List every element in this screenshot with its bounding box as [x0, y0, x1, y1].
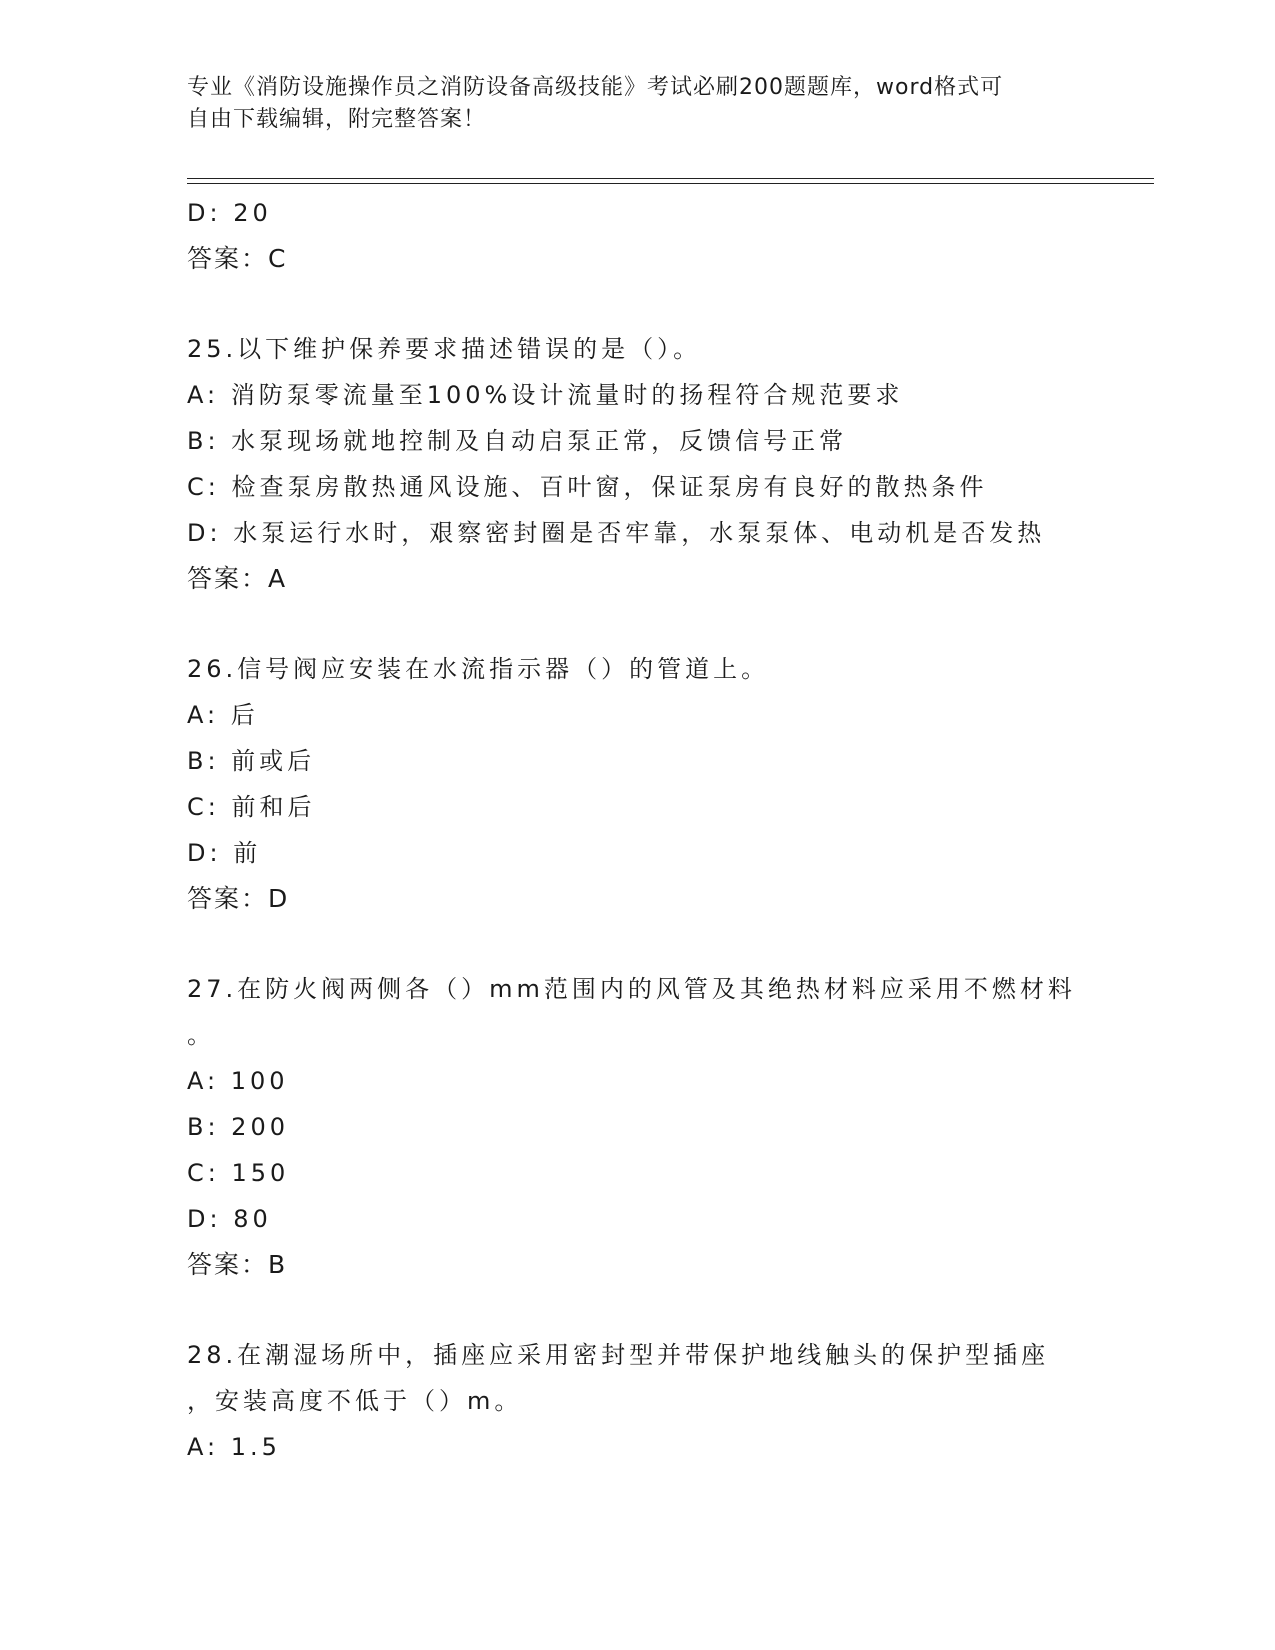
- option-c: C: 150: [187, 1159, 290, 1187]
- answer-line: 答案：C: [187, 244, 288, 273]
- question-block-28: [187, 1332, 1087, 1470]
- option-d: D: 前: [187, 839, 262, 867]
- question-block-25: [187, 326, 1087, 602]
- question-block-26: [187, 646, 1087, 922]
- question-text-line-1: 28.在潮湿场所中，插座应采用密封型并带保护地线触头的保护型插座: [187, 1341, 1050, 1369]
- header-divider-bottom: [187, 183, 1154, 184]
- question-text: 26.信号阀应安装在水流指示器（）的管道上。: [187, 655, 770, 683]
- answer-line: 答案：B: [187, 1250, 288, 1279]
- option-c: C: 检查泵房散热通风设施、百叶窗，保证泵房有良好的散热条件: [187, 473, 988, 501]
- option-a: A: 后: [187, 701, 259, 729]
- option-d: D: 20: [187, 199, 272, 227]
- option-b: B: 水泵现场就地控制及自动启泵正常，反馈信号正常: [187, 427, 848, 455]
- option-d: D: 80: [187, 1205, 272, 1233]
- header-divider-top: [187, 178, 1154, 179]
- option-d: D: 水泵运行水时，艰察密封圈是否牢靠，水泵泵体、电动机是否发热: [187, 519, 1046, 547]
- document-header: [187, 72, 1087, 136]
- question-text-line-2: 。: [187, 1021, 215, 1049]
- answer-line: 答案：D: [187, 884, 290, 913]
- answer-line: 答案：A: [187, 564, 288, 593]
- document-body: [187, 190, 1087, 1470]
- option-a: A: 消防泵零流量至100%设计流量时的扬程符合规范要求: [187, 381, 904, 409]
- question-text-line-2: ，安装高度不低于（）m。: [187, 1387, 523, 1415]
- option-b: B: 200: [187, 1113, 289, 1141]
- option-a: A: 100: [187, 1067, 289, 1095]
- question-text-line-1: 27.在防火阀两侧各（）mm范围内的风管及其绝热材料应采用不燃材料: [187, 975, 1076, 1003]
- option-a: A: 1.5: [187, 1433, 281, 1461]
- header-line-1: 专业《消防设施操作员之消防设备高级技能》考试必刷200题题库，word格式可: [187, 75, 1004, 100]
- option-c: C: 前和后: [187, 793, 316, 821]
- header-line-2: 自由下载编辑，附完整答案！: [187, 107, 487, 132]
- question-text: 25.以下维护保养要求描述错误的是（）。: [187, 335, 702, 363]
- option-b: B: 前或后: [187, 747, 316, 775]
- question-block-27: [187, 966, 1087, 1288]
